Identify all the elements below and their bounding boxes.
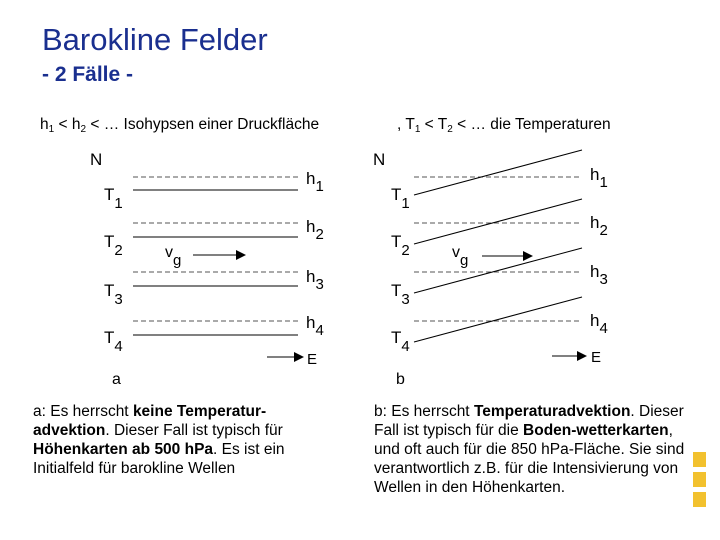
- legend-temperatures: , $T_1 < T_2$ < … die Temperaturen: [397, 116, 611, 135]
- diagram-a-height-label-4: h4: [306, 313, 324, 339]
- diagram-b-height-label-3: h3: [590, 262, 608, 288]
- description-case-b: b: Es herrscht Temperaturadvektion. Dieser Fall ist typisch für die Boden-wetterkarten, und oft auch für die 850 hPa-Fläche. Sie sind verantwortlich z.B. für die Intensivierung von Wellen in den Höhenkarten.: [374, 403, 685, 496]
- diagram-a: [90, 150, 324, 388]
- diagram-b-height-label-1: h1: [590, 165, 608, 191]
- legend-isohypses: $h_1 < h_2$ < … Isohypsen einer Druckfläche: [40, 116, 320, 135]
- accent-bar-1: [693, 452, 706, 467]
- slide-subtitle: - 2 Fälle -: [42, 63, 134, 86]
- diagram-a-wind-label: vg: [165, 244, 182, 269]
- diagram-b: [373, 150, 608, 388]
- diagram-b-isotherm-2: [414, 199, 582, 244]
- diagram-a-caption: a: [112, 371, 121, 388]
- diagram-a-north-label: N: [90, 150, 103, 169]
- diagram-b-isotherm-3: [414, 248, 582, 293]
- diagram-a-temp-label-3: T3: [104, 281, 123, 308]
- diagram-b-temp-label-2: T2: [391, 232, 410, 259]
- diagram-b-north-label: N: [373, 150, 386, 169]
- diagram-a-height-label-1: h1: [306, 169, 324, 195]
- diagram-b-temp-label-4: T4: [391, 328, 410, 355]
- diagram-b-east-label: E: [591, 349, 602, 366]
- diagram-a-temp-label-2: T2: [104, 232, 123, 259]
- diagram-b-isotherm-1: [414, 150, 582, 195]
- diagram-b-temp-label-3: T3: [391, 281, 410, 308]
- diagram-a-east-label: E: [307, 351, 318, 368]
- slide-title: Barokline Felder: [42, 22, 268, 57]
- accent-bar-2: [693, 472, 706, 487]
- diagram-b-temp-label-1: T1: [391, 185, 410, 212]
- diagram-b-isotherm-4: [414, 297, 582, 342]
- accent-bar-3: [693, 492, 706, 507]
- diagram-b-caption: b: [396, 371, 405, 388]
- diagram-b-height-label-4: h4: [590, 311, 608, 337]
- diagram-a-height-label-2: h2: [306, 217, 324, 243]
- description-case-a: a: Es herrscht keine Temperatur-advektion. Dieser Fall ist typisch für Höhenkarten ab 500 hPa. Es ist ein Initialfeld für barokline Wellen: [33, 403, 285, 477]
- diagram-b-wind-label: vg: [452, 244, 469, 269]
- diagram-a-temp-label-4: T4: [104, 328, 123, 355]
- diagram-a-height-label-3: h3: [306, 267, 324, 293]
- diagram-a-temp-label-1: T1: [104, 185, 123, 212]
- diagram-b-height-label-2: h2: [590, 213, 608, 239]
